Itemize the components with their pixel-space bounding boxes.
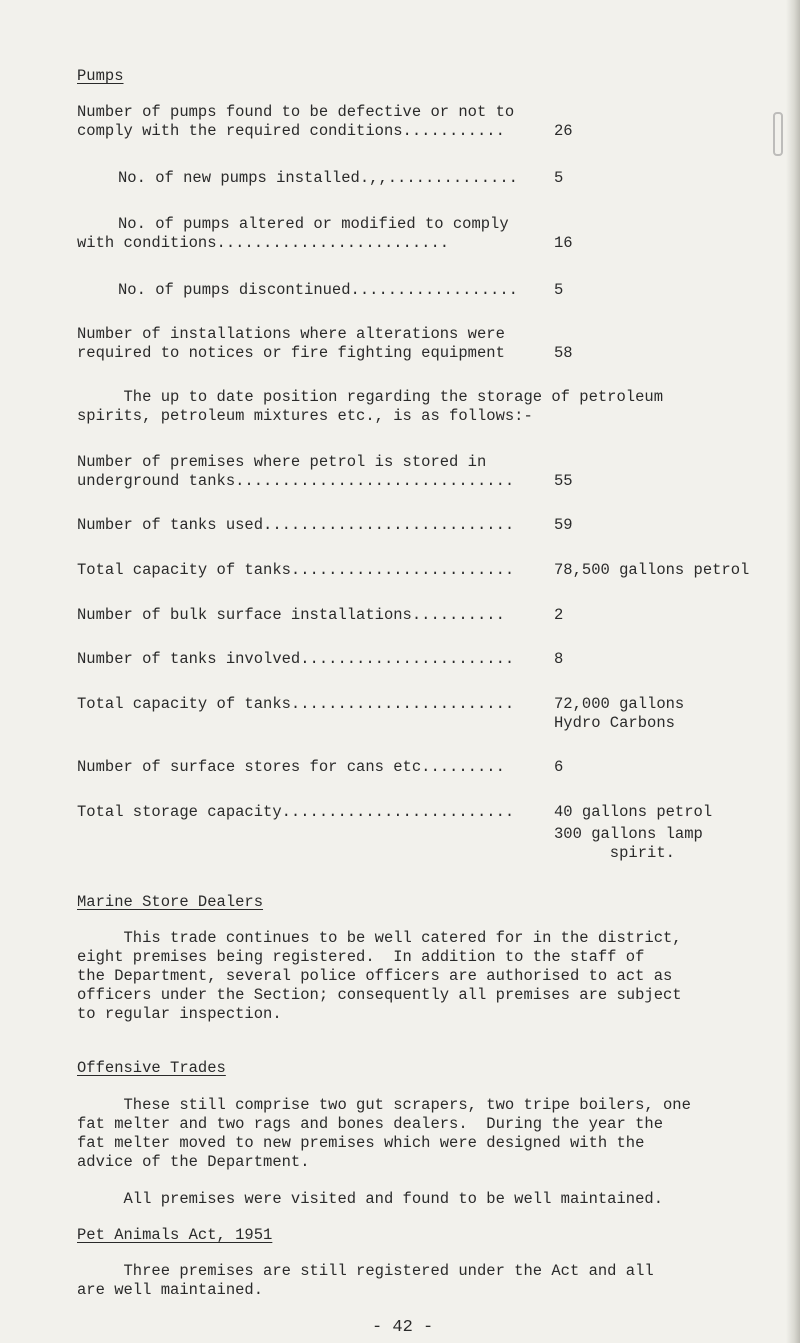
offensive-text-line-4: advice of the Department. (77, 1153, 310, 1171)
heading-pet-animals-act: Pet Animals Act, 1951 (77, 1226, 273, 1244)
storage-row-3-label: Total capacity of tanks........................ (77, 561, 515, 579)
heading-offensive-trades: Offensive Trades (77, 1059, 226, 1077)
marine-text-line-3: the Department, several police officers are authorised to act as (77, 967, 673, 985)
storage-intro-line-2: spirits, petroleum mixtures etc., is as follows:- (77, 407, 533, 425)
storage-row-3-value: 78,500 gallons petrol (554, 561, 750, 579)
storage-row-1-label-1: Number of premises where petrol is stored in (77, 453, 487, 471)
pumps-row-2-value: 5 (554, 169, 564, 187)
storage-row-1-value: 55 (554, 472, 573, 490)
pumps-row-1-value: 26 (554, 122, 573, 140)
pumps-row-3-value: 16 (554, 234, 573, 252)
storage-row-8-value-2: 300 gallons lamp (554, 825, 703, 843)
pumps-row-3-label-2: with conditions......................... (77, 234, 450, 252)
storage-row-7-label: Number of surface stores for cans etc......... (77, 758, 505, 776)
pumps-row-5-label-1: Number of installations where alterations were (77, 325, 505, 343)
storage-intro-line-1: The up to date position regarding the storage of petroleum (77, 388, 663, 406)
pumps-row-2-label: No. of new pumps installed.,,.............. (118, 169, 518, 187)
pumps-row-1-label-2: comply with the required conditions........... (77, 122, 505, 140)
offensive-text-2: All premises were visited and found to be well maintained. (77, 1190, 663, 1208)
marine-text-line-4: officers under the Section; consequently all premises are subject (77, 986, 682, 1004)
page-number: - 42 - (372, 1318, 434, 1337)
storage-row-6-label: Total capacity of tanks........................ (77, 695, 515, 713)
storage-row-2-value: 59 (554, 516, 573, 534)
pumps-row-4-label: No. of pumps discontinued.................. (118, 281, 518, 299)
pumps-row-4-value: 5 (554, 281, 564, 299)
marine-text-line-1: This trade continues to be well catered for in the district, (77, 929, 682, 947)
pumps-row-5-value: 58 (554, 344, 573, 362)
offensive-text-line-2: fat melter and two rags and bones dealers. During the year the (77, 1115, 663, 1133)
storage-row-1-label-2: underground tanks.............................. (77, 472, 515, 490)
marine-text-line-5: to regular inspection. (77, 1005, 282, 1023)
page-edge-shadow (786, 0, 800, 1343)
heading-pumps: Pumps (77, 67, 124, 85)
storage-row-2-label: Number of tanks used........................... (77, 516, 515, 534)
storage-row-4-value: 2 (554, 606, 564, 624)
pet-text-line-2: are well maintained. (77, 1281, 264, 1299)
storage-row-6-value: 72,000 gallons (554, 695, 685, 713)
storage-row-4-label: Number of bulk surface installations.......... (77, 606, 505, 624)
storage-row-8-label: Total storage capacity......................... (77, 803, 515, 821)
offensive-text-line-1: These still comprise two gut scrapers, two tripe boilers, one (77, 1096, 691, 1114)
pumps-row-3-label-1: No. of pumps altered or modified to comply (118, 215, 509, 233)
offensive-text-line-3: fat melter moved to new premises which were designed with the (77, 1134, 645, 1152)
storage-row-8-value-3: spirit. (554, 844, 675, 862)
pet-text-line-1: Three premises are still registered under the Act and all (77, 1262, 654, 1280)
binder-ring-mark (773, 112, 783, 156)
pumps-row-1-label-1: Number of pumps found to be defective or not to (77, 103, 515, 121)
pumps-row-5-label-2: required to notices or fire fighting equipment (77, 344, 505, 362)
storage-row-5-label: Number of tanks involved....................... (77, 650, 515, 668)
marine-text-line-2: eight premises being registered. In addition to the staff of (77, 948, 645, 966)
heading-marine-store-dealers: Marine Store Dealers (77, 893, 264, 911)
storage-row-5-value: 8 (554, 650, 564, 668)
storage-row-8-value: 40 gallons petrol (554, 803, 713, 821)
storage-row-7-value: 6 (554, 758, 564, 776)
storage-row-6-value-2: Hydro Carbons (554, 714, 675, 732)
